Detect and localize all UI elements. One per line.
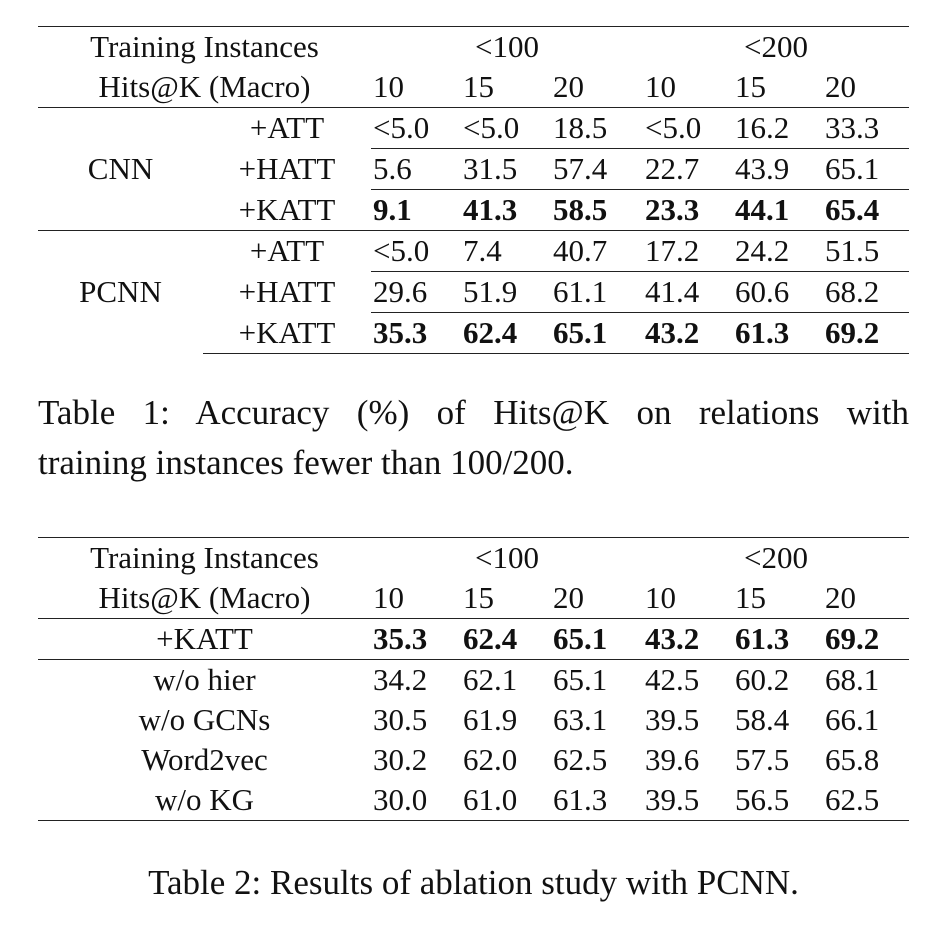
- table-cell: 65.1: [551, 660, 643, 701]
- table-row: [38, 740, 909, 780]
- table-cell-best: 69.2: [823, 619, 909, 660]
- k-header: 10: [645, 580, 676, 615]
- table-cell: 5.6: [371, 149, 461, 190]
- method-name: w/o KG: [38, 780, 371, 821]
- table-cell: <5.0: [461, 108, 551, 149]
- table-cell: 39.6: [645, 742, 700, 777]
- table-cell: 39.5: [643, 780, 733, 821]
- lt100-header: <100: [371, 27, 643, 68]
- table-cell: 30.5: [373, 702, 428, 737]
- k-header: 15: [735, 580, 766, 615]
- lt100-header: <100: [371, 538, 643, 579]
- table-cell: <5.0: [371, 231, 461, 272]
- table-cell-best: 9.1: [371, 190, 461, 231]
- table-cell-best: 23.3: [643, 190, 733, 231]
- table-cell: 61.1: [551, 272, 643, 313]
- method-name: w/o GCNs: [138, 702, 271, 737]
- table-cell-best: 35.3: [371, 313, 461, 354]
- table-2-caption: Table 2: Results of ablation study with PCNN.: [148, 863, 799, 902]
- method-name: Word2vec: [141, 742, 268, 777]
- table-cell: 66.1: [825, 702, 880, 737]
- table-1-caption-line-1: Table 1: Accuracy (%) of Hits@K on relations with: [38, 393, 909, 432]
- k-header: 15: [463, 580, 494, 615]
- table-cell: 41.4: [643, 272, 733, 313]
- k-header: 15: [463, 69, 494, 104]
- method-name: +ATT: [203, 231, 371, 272]
- table-cell-best: 61.3: [733, 619, 823, 660]
- table-row: [38, 619, 909, 660]
- table-cell-best: 62.4: [461, 313, 551, 354]
- k-header: 20: [553, 580, 584, 615]
- k-header: 20: [825, 69, 856, 104]
- table-cell: <5.0: [643, 108, 733, 149]
- table-cell-best: 43.2: [643, 313, 733, 354]
- table-cell-best: 65.1: [551, 313, 643, 354]
- table-cell: 62.5: [553, 742, 608, 777]
- method-name: +KATT: [238, 191, 336, 227]
- table-cell: 17.2: [643, 231, 733, 272]
- table-cell: 68.2: [823, 272, 909, 313]
- table-row: [38, 231, 909, 272]
- table-cell: 29.6: [371, 272, 461, 313]
- k-header: 10: [373, 580, 404, 615]
- k-header: 15: [735, 69, 766, 104]
- table-cell: 39.5: [645, 702, 700, 737]
- method-name: +KATT: [38, 619, 371, 660]
- table-cell-best: 61.3: [733, 313, 823, 354]
- table-cell: 62.5: [823, 780, 909, 821]
- table-cell-best: 62.4: [461, 619, 551, 660]
- table-cell: 30.2: [373, 742, 428, 777]
- training-instances-label: Training Instances: [38, 27, 371, 68]
- table-row: [38, 700, 909, 740]
- table-cell: 30.0: [371, 780, 461, 821]
- k-header: 20: [553, 69, 584, 104]
- table-cell: 65.1: [823, 149, 909, 190]
- hits-at-k-label: Hits@K (Macro): [98, 69, 311, 104]
- table-1-caption-line-2: training instances fewer than 100/200.: [38, 443, 574, 482]
- method-name: +HATT: [238, 151, 336, 186]
- table-row: [38, 660, 909, 701]
- table-cell-best: 41.3: [461, 190, 551, 231]
- k-header: 10: [373, 69, 404, 104]
- table-cell-best: 65.4: [823, 190, 909, 231]
- table-cell: 56.5: [733, 780, 823, 821]
- table-cell: <5.0: [371, 108, 461, 149]
- lt200-header: <200: [643, 538, 909, 579]
- table-cell: 51.9: [461, 272, 551, 313]
- method-name: +ATT: [203, 108, 371, 149]
- table-cell: 24.2: [733, 231, 823, 272]
- table-row: [38, 108, 909, 149]
- table-cell: 43.9: [733, 149, 823, 190]
- table-cell: 31.5: [461, 149, 551, 190]
- table-cell: 57.4: [551, 149, 643, 190]
- table-cell: 51.5: [823, 231, 909, 272]
- table-cell: 18.5: [551, 108, 643, 149]
- table-cell-best: 44.1: [733, 190, 823, 231]
- method-name: +KATT: [203, 313, 371, 354]
- table-cell: 61.0: [461, 780, 551, 821]
- hits-at-k-label: Hits@K (Macro): [98, 580, 311, 615]
- table-cell-best: 43.2: [643, 619, 733, 660]
- table-cell: 42.5: [643, 660, 733, 701]
- k-header: 20: [825, 580, 856, 615]
- table-cell: 7.4: [461, 231, 551, 272]
- table-1-caption: [38, 388, 909, 488]
- table-cell: 60.6: [733, 272, 823, 313]
- table-cell: 61.3: [551, 780, 643, 821]
- table-cell: 61.9: [463, 702, 518, 737]
- method-name: +HATT: [238, 274, 336, 309]
- table-cell: 62.1: [461, 660, 551, 701]
- table-2-ablation: [38, 537, 909, 821]
- table-cell: 33.3: [823, 108, 909, 149]
- table-cell: 63.1: [553, 702, 608, 737]
- table-cell: 62.0: [463, 742, 518, 777]
- table-1-header-row-2: [38, 67, 909, 108]
- table-cell-best: 58.5: [551, 190, 643, 231]
- table-2-header-row-2: [38, 578, 909, 619]
- table-cell-best: 69.2: [823, 313, 909, 354]
- training-instances-label: Training Instances: [38, 538, 371, 579]
- table-2-header-row-1: [38, 538, 909, 579]
- model-name-cnn: CNN: [38, 108, 203, 231]
- table-row: [38, 780, 909, 821]
- table-cell-best: 35.3: [371, 619, 461, 660]
- table-cell: 57.5: [735, 742, 790, 777]
- table-1-hits-at-k: [38, 26, 909, 354]
- table-1-header-row-1: [38, 27, 909, 68]
- lt200-header: <200: [643, 27, 909, 68]
- table-cell: 16.2: [733, 108, 823, 149]
- model-name-pcnn: PCNN: [38, 231, 203, 354]
- table-cell: 40.7: [551, 231, 643, 272]
- table-cell: 60.2: [733, 660, 823, 701]
- table-cell: 22.7: [643, 149, 733, 190]
- table-cell: 34.2: [371, 660, 461, 701]
- k-header: 10: [645, 69, 676, 104]
- table-cell: 65.8: [825, 742, 880, 777]
- method-name: w/o hier: [38, 660, 371, 701]
- table-cell: 68.1: [823, 660, 909, 701]
- table-cell-best: 65.1: [551, 619, 643, 660]
- table-cell: 58.4: [735, 702, 790, 737]
